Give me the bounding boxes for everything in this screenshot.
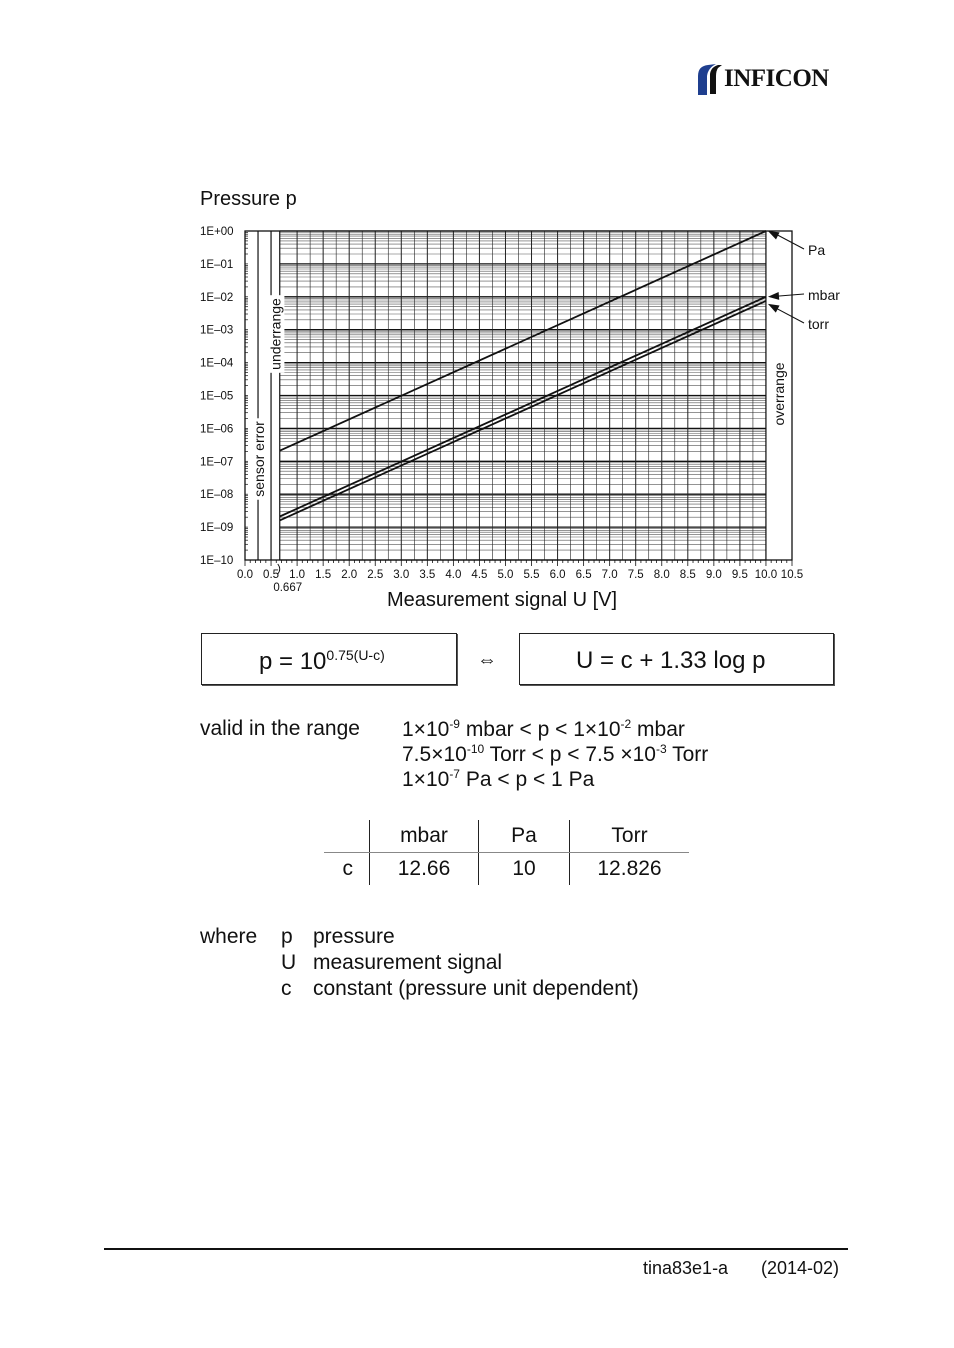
legend-desc-p: pressure	[313, 925, 395, 948]
series-line-torr	[280, 301, 766, 520]
legend-symbol-c: c	[281, 977, 292, 1000]
x-extra-tick-label: 0.667	[273, 582, 303, 594]
inficon-logo-mark-icon	[694, 62, 724, 96]
formula-left-box	[201, 633, 457, 685]
legend-desc-c: constant (pressure unit dependent)	[313, 977, 639, 1000]
footer-date: (2014-02)	[761, 1258, 840, 1278]
sensor-error-label-group	[250, 418, 268, 499]
series-arrowhead-torr	[768, 304, 780, 313]
formula-left-exponent: 0.75(U-c)	[326, 647, 385, 663]
x-tick-label: 3.5	[419, 569, 436, 581]
constants-header-row	[324, 820, 689, 853]
x-tick-label: 4.0	[445, 569, 462, 581]
underrange-label-group	[266, 295, 284, 373]
formula-left	[259, 647, 385, 676]
x-tick-label: 2.5	[367, 569, 384, 581]
inficon-wordmark: INFICON	[724, 65, 829, 92]
x-tick-label: 7.0	[601, 569, 618, 581]
sensor-error-label: sensor error	[251, 421, 268, 497]
x-axis-label: Measurement signal U [V]	[386, 589, 618, 611]
x-tick-label: 6.0	[549, 569, 566, 581]
x-tick-label: 4.5	[471, 569, 488, 581]
x-tick-label: 10.5	[780, 569, 804, 581]
overrange-label: overrange	[770, 362, 787, 426]
x-tick-label: 1.0	[289, 569, 306, 581]
chart-title: Pressure p	[200, 188, 297, 210]
x-tick-label: 9.0	[705, 569, 722, 581]
underrange-label: underrange	[267, 298, 284, 370]
constants-header-torr: Torr	[570, 820, 690, 853]
x-tick-label: 8.5	[679, 569, 696, 581]
legend-symbol-p: p	[281, 925, 293, 948]
x-tick-label: 5.0	[497, 569, 514, 581]
y-tick-label: 1E+00	[200, 226, 234, 238]
legend-symbol-u: U	[281, 951, 297, 974]
x-tick-label: 9.5	[731, 569, 748, 581]
constants-value-row	[324, 853, 689, 886]
series-label-pa: Pa	[808, 242, 826, 258]
legend-desc-u: measurement signal	[313, 951, 503, 974]
series-arrowhead-pa	[768, 231, 780, 239]
x-tick-label: 5.5	[523, 569, 540, 581]
range-line-torr: $7.5\times 10^{-10}$ Torr < $p < 7.5 \times 10^{-3}$ Torr	[402, 742, 709, 766]
constants-value-pa: 10	[479, 853, 570, 886]
constants-table	[324, 820, 689, 885]
formula-left-base: p = 10	[259, 648, 327, 675]
constants-header-pa: Pa	[479, 820, 570, 853]
y-tick-label: 1E–10	[200, 555, 234, 567]
inficon-logo	[694, 62, 846, 96]
x-tick-label: 0.5	[263, 569, 280, 581]
series-label-torr: torr	[808, 316, 829, 332]
constants-value-mbar: 12.66	[370, 853, 479, 886]
formula-right-box	[519, 633, 834, 685]
pressure-chart	[190, 222, 850, 622]
y-tick-label: 1E–05	[200, 390, 234, 403]
constants-row-label: c	[342, 857, 353, 880]
formula-right: U = c + 1.33 log p	[576, 647, 766, 674]
y-tick-label: 1E–08	[200, 489, 234, 502]
y-tick-label: 1E–07	[200, 456, 234, 469]
y-tick-label: 1E–03	[200, 324, 234, 337]
y-tick-label: 1E–09	[200, 522, 234, 535]
x-tick-label: 1.5	[315, 569, 332, 581]
footer-doc-id: tina83e1-a	[643, 1258, 729, 1278]
equivalence-symbol: ⇔	[477, 649, 497, 671]
x-tick-label: 0.0	[237, 569, 253, 581]
x-tick-label: 3.0	[393, 569, 410, 581]
x-tick-label: 8.0	[653, 569, 670, 581]
constants-corner-cell	[324, 820, 370, 853]
x-tick-label: 7.5	[627, 569, 644, 581]
overrange-label-group	[770, 359, 788, 428]
x-tick-label: 6.5	[575, 569, 592, 581]
y-tick-label: 1E–06	[200, 423, 234, 436]
constants-value-torr: 12.826	[570, 853, 690, 886]
x-tick-label: 10.0	[754, 569, 778, 581]
x-tick-label: 2.0	[341, 569, 358, 581]
y-tick-label: 1E–02	[200, 291, 234, 304]
range-line-pa: $1\times 10^{-7}$ Pa < p < 1 Pa	[402, 767, 595, 791]
y-tick-label: 1E–01	[200, 258, 234, 271]
range-label: valid in the range	[200, 717, 360, 740]
series-arrowhead-mbar	[768, 292, 779, 300]
footer-rule	[104, 1248, 848, 1250]
y-tick-label: 1E–04	[200, 357, 234, 370]
series-label-mbar: mbar	[808, 287, 840, 303]
range-line-mbar: $1\times 10^{-9}$ mbar < $p < 1\times 10^{-2}$ mbar	[402, 717, 685, 741]
constants-header-mbar: mbar	[370, 820, 479, 853]
legend-where: where	[200, 925, 258, 948]
